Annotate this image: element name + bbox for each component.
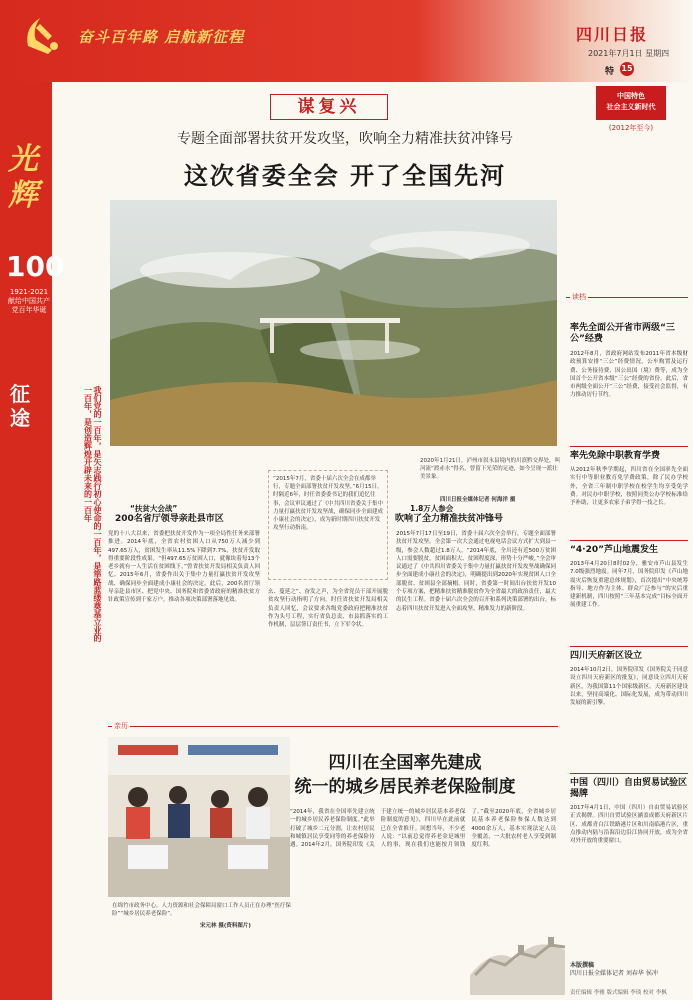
editor-credit <box>570 962 658 978</box>
feature-subhead: 专题全面部署扶贫开发攻坚，吹响全力精准扶贫冲锋号 <box>177 131 513 147</box>
main-photo <box>110 200 557 446</box>
article1-kicker: “扶贫大会战” <box>130 504 178 513</box>
article3-tag: 亲历 <box>114 722 128 730</box>
sidebar-guanghui: 光辉 <box>8 142 38 213</box>
right-divider <box>570 446 688 447</box>
pension-photo-caption: 在绵竹市政务中心，人力资源和社会保障局窗口工作人员正在办理“医疗保险”“城乡居民养老保险”。 <box>112 903 291 917</box>
pull-quote: “2015年7月，省委十届六次全会在成都举行，专题全面部署扶贫开发攻坚。”6月15日，时隔近6年，时任省委委书记的我们追忆往事，会议审议通过了《中共四川省委关于集中力量打赢扶贫开发攻坚战，确保同步全面建成小康社会的决定》，成为新时期四川扶贫开发攻坚行动指南。 <box>268 470 388 580</box>
right-item-title: “4·20”芦山地震发生 <box>570 545 659 555</box>
right-item-title: 率先免除中职教育学费 <box>570 451 661 461</box>
main-photo-caption: 2020年1月21日，泸州市叙永县境内的川滇黔交界处，叫河流“渡赤水”得名，曾留下光荣的足迹，如今呈现一派壮美景象。 <box>420 458 560 480</box>
article3-tag-rule <box>108 726 558 727</box>
feature-headline: 这次省委全会 开了全国先河 <box>183 162 507 190</box>
page-footer: 责任编辑 李雅 版式编辑 李琰 校对 李枫 <box>570 990 667 996</box>
right-item-title: 四川天府新区设立 <box>570 651 643 661</box>
article2-kicker: 1.8万人参会 <box>410 504 454 513</box>
column-badge-line1: 中国特色 <box>617 92 645 100</box>
right-divider <box>570 646 688 647</box>
right-item-title: 中国（四川）自由贸易试验区揭牌 <box>570 778 688 799</box>
vertical-poem: 我们党的一百年，是矢志践行初心使命的一百年，是筚路蓝缕奠基立业的一百年，是创造辉煌开辟未来的一百年 <box>83 386 103 642</box>
article1-title: 200名省厅领导亲赴县市区 <box>115 514 224 524</box>
column-badge <box>596 86 666 120</box>
pension-office-photo <box>108 737 290 897</box>
right-item-body: 2014年10月2日，国务院印发《国务院关于同意设立四川天府新区的批复》，同意设立四川天府新区，为我国第11个国家级新区。天府新区建设以来，坚持高端化、国际化发展，成为带动四川发展的新引擎。 <box>570 667 688 707</box>
article2-body: 2015年7月17日至19日，省委十届六次全会举行，专题全面部署扶贫开发攻坚。全会第一次大会通过电视电话会议方式扩大到县一级，参会人数超过1.8万人。“2014年底，全川还有近500万贫困人口需要脱贫，贫困面积大、贫困程度深，形势十分严峻。”全会审议通过了《中共四川省委关于集中力量打赢扶贫开发攻坚战确保同步全面建成小康社会的决定》，明确提出到2020年实现贫困人口全部脱贫、贫困县全部摘帽。同时，省委第一时间出台扶贫开发10个专项方案，把精准扶贫精准脱贫作为全省最大的政治责任，最大的民生工程。省委十届六次全会的召开和系列决策部署的出台，标志着四川扶贫开发进入全面攻坚、精准发力的新阶段。 <box>396 531 556 612</box>
editor-label: 本版撰稿 <box>570 962 595 969</box>
special-label: 特 <box>605 67 615 77</box>
banner-slogan: 奋斗百年路 启航新征程 <box>78 28 245 46</box>
right-divider <box>570 773 688 774</box>
sidebar-hundred-sub: 1921-2021 献给中国共产党百年华诞 <box>8 288 50 314</box>
article1-body: 党的十八大以来，省委把扶贫开发作为一项全局性任务来部署推进。2014年底，全省农村贫困人口从750万人减少到497.65万人，贫困发生率从11.5%下降到7.7%，扶贫开发取得重要阶段性成果。“但497.65万贫困人口，就像块着每13个老乡就有一人生活在贫困线下。”曾省扶贫开发局相关负责人回忆。2015年6月，省委作出关于集中力量打赢扶贫开发攻坚战、确保同步全面建成小康社会的决定。此后，200名省厅领导亲赴县市区、把党中央、国务院和省委省政府的精准扶贫方针政策宣传到千家万户，推动各项决策部署落地见效。 <box>108 531 260 604</box>
article2-title: 吹响了全力精准扶贫冲锋号 <box>395 514 504 524</box>
sidebar-zhengtu: 征途 <box>10 382 30 430</box>
pension-photo-credit: 宋元林 摄(资料图片) <box>200 923 251 929</box>
party-emblem-icon <box>18 10 66 58</box>
newspaper-masthead: 四川日报 <box>576 25 649 44</box>
article1-body-continued: 幺、蔓延之”、奋发之声，为全省党员干部开展脱贫攻坚行动指明了方向。时任省扶贫开发局相关负责人回忆，会议要求各级党委政府把精准扶贫作为头号工程，实行省负总责、市县抓落实的工作机制，层层签订责任书，立下军令状。 <box>268 589 388 629</box>
editor-text: 四川日报全媒体记者 刘春华 侯冲 <box>570 970 658 977</box>
column-badge-line2: 社会主义新时代 <box>606 103 656 111</box>
great-wall-illustration <box>470 905 565 995</box>
article3-headline-line1: 四川在全国率先建成 <box>328 753 482 773</box>
right-divider <box>570 540 688 541</box>
right-item-body: 2012年8月，省政府网站发布2011年省本级财政预算安排“三公”经费情况，公车购置及运行费、公务接待费、因公出国（境）费等，成为全国首个公开省本级“三公”经费的省份。此后，省市两级全面公开“三公”经费，接受社会监督，有力推动厉行节约。 <box>570 351 688 399</box>
feature-label: 谋复兴 <box>270 94 388 120</box>
main-photo-credit: 四川日报全媒体记者 何海洋 摄 <box>440 497 516 503</box>
article3-headline-line2: 统一的城乡居民养老保险制度 <box>294 777 516 797</box>
reading-tag: 读档 <box>572 293 586 301</box>
sidebar-hundred: 100 <box>6 250 65 283</box>
right-item-body: 从2012年秋季学期起，四川省在全国率先全面实行中等职业教育免学费政策，除了民办学校外，全省三年制中职学校在校学生均享受免学费。对民办中职学校，按照同类公办学校标准给予补助，让更多农家子弟学得一技之长。 <box>570 467 688 507</box>
right-item-body: 2013年4月20日8时02分，雅安市芦山县发生7.0级强烈地震。同年7月，国务院印发《芦山地震灾后恢复重建总体规划》，首次提出“中央统筹指导、地方作为主体、群众广泛参与”的灾后重建新机制，四川按照“三年基本完成”目标全面开展重建工作。 <box>570 561 688 609</box>
page-number-badge: 15 <box>620 62 634 76</box>
right-item-body: 2017年4月1日，中国（四川）自由贸易试验区正式揭牌。四川自贸试验区涵盖成都天府新区片区、成都青白江铁路港片区和川南临港片区，重点推动内陆与沿海沿边沿江协同开放，成为全省对外开放的重要窗口。 <box>570 805 688 845</box>
article3-body: “2014年，我省在全国率先建立统一的城乡居民养老保险制度。”此举打破了城乡二元分割，让农村居民和城镇居民享受同等的养老保险待遇。2014年2月，国务院印发《关于建立统一的城乡居民基本养老保险制度的意见》，四川早在此前就已在全省推开。回想当年，不少老人说：“以前总觉得养老金是城里人的事，现在我们也能按月领钱了。”截至2020年底，全省城乡居民基本养老保险参保人数达到4000余万人，基本实现法定人员全覆盖，一大批农村老人享受到制度红利。 <box>290 809 556 849</box>
right-item-title: 率先全面公开省市两级“三公”经费 <box>570 323 675 344</box>
column-badge-sub: (2012年至今) <box>608 124 654 132</box>
issue-date: 2021年7月1日 星期四 <box>588 49 670 58</box>
left-sidebar <box>0 82 65 1000</box>
